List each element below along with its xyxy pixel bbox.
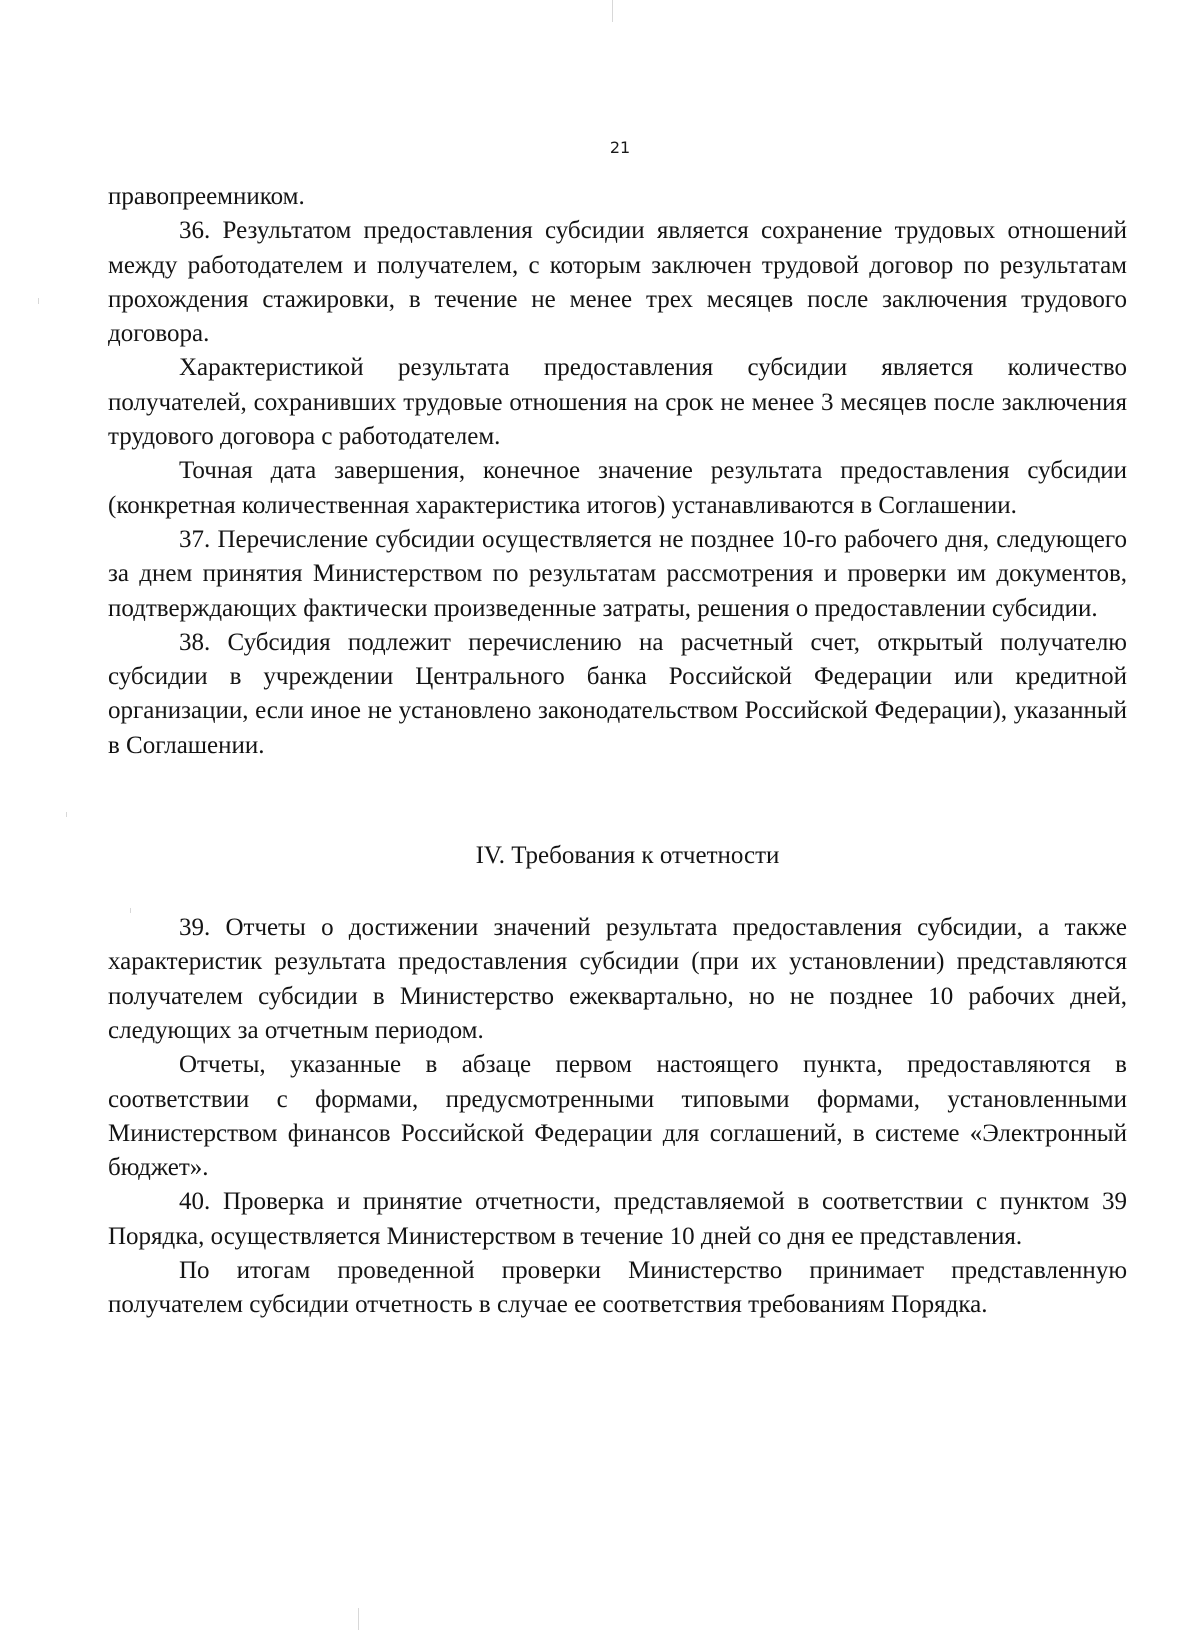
section-heading: IV. Требования к отчетности	[475, 842, 780, 870]
scan-mark	[38, 298, 39, 304]
paragraph-36: 36. Результатом предоставления субсидии является сохранение трудовых отношений между работодателем и получателем, с которым заключен трудовой договор по результатам прохождения стажировки, в течение не менее трех месяцев после заключения трудового договора.	[108, 217, 1127, 348]
paragraph: По итогам проведенной проверки Министерство принимает представленную получателем субсидии отчетность в случае ее соответствия требованиям Порядка.	[108, 1257, 1127, 1319]
paragraph: Характеристикой результата предоставления субсидии является количество получателей, сохранивших трудовые отношения на срок не менее 3 месяцев после заключения трудового договора с работодателем.	[108, 354, 1127, 451]
scan-mark	[358, 1608, 359, 1630]
paragraph-40: 40. Проверка и принятие отчетности, представляемой в соответствии с пунктом 39 Порядка, осуществляется Министерством в течение 10 дней со дня ее представления.	[108, 1188, 1127, 1250]
paragraph: правопреемником.	[108, 183, 305, 210]
document-body	[108, 180, 1127, 1323]
scan-mark	[612, 0, 613, 22]
paragraph-37: 37. Перечисление субсидии осуществляется не позднее 10-го рабочего дня, следующего за днем принятия Министерством по результатам рассмотрения и проверки им документов, подтверждающих фактически произведенные затраты, решения о предоставлении субсидии.	[108, 525, 1127, 622]
scan-mark	[66, 812, 67, 817]
paragraph-38: 38. Субсидия подлежит перечислению на расчетный счет, открытый получателю субсидии в учреждении Центрального банка Российской Федерации или кредитной организации, если иное не установлено законодательством Российской Федерации), указанный в Соглашении.	[108, 628, 1127, 759]
page-number: 21	[609, 138, 631, 157]
paragraph-39: 39. Отчеты о достижении значений результата предоставления субсидии, а также характеристик результата предоставления субсидии (при их установлении) представляются получателем субсидии в Министерство ежеквартально, но не позднее 10 рабочих дней, следующих за отчетным периодом.	[108, 914, 1127, 1044]
paragraph: Отчеты, указанные в абзаце первом настоящего пункта, предоставляются в соответствии с формами, предусмотренными типовыми формами, установленными Министерством финансов Российской Федерации для соглашений, в системе «Электронный бюджет».	[108, 1051, 1127, 1182]
paragraph: Точная дата завершения, конечное значение результата предоставления субсидии (конкретная количественная характеристика итогов) устанавливаются в Соглашении.	[108, 457, 1127, 519]
